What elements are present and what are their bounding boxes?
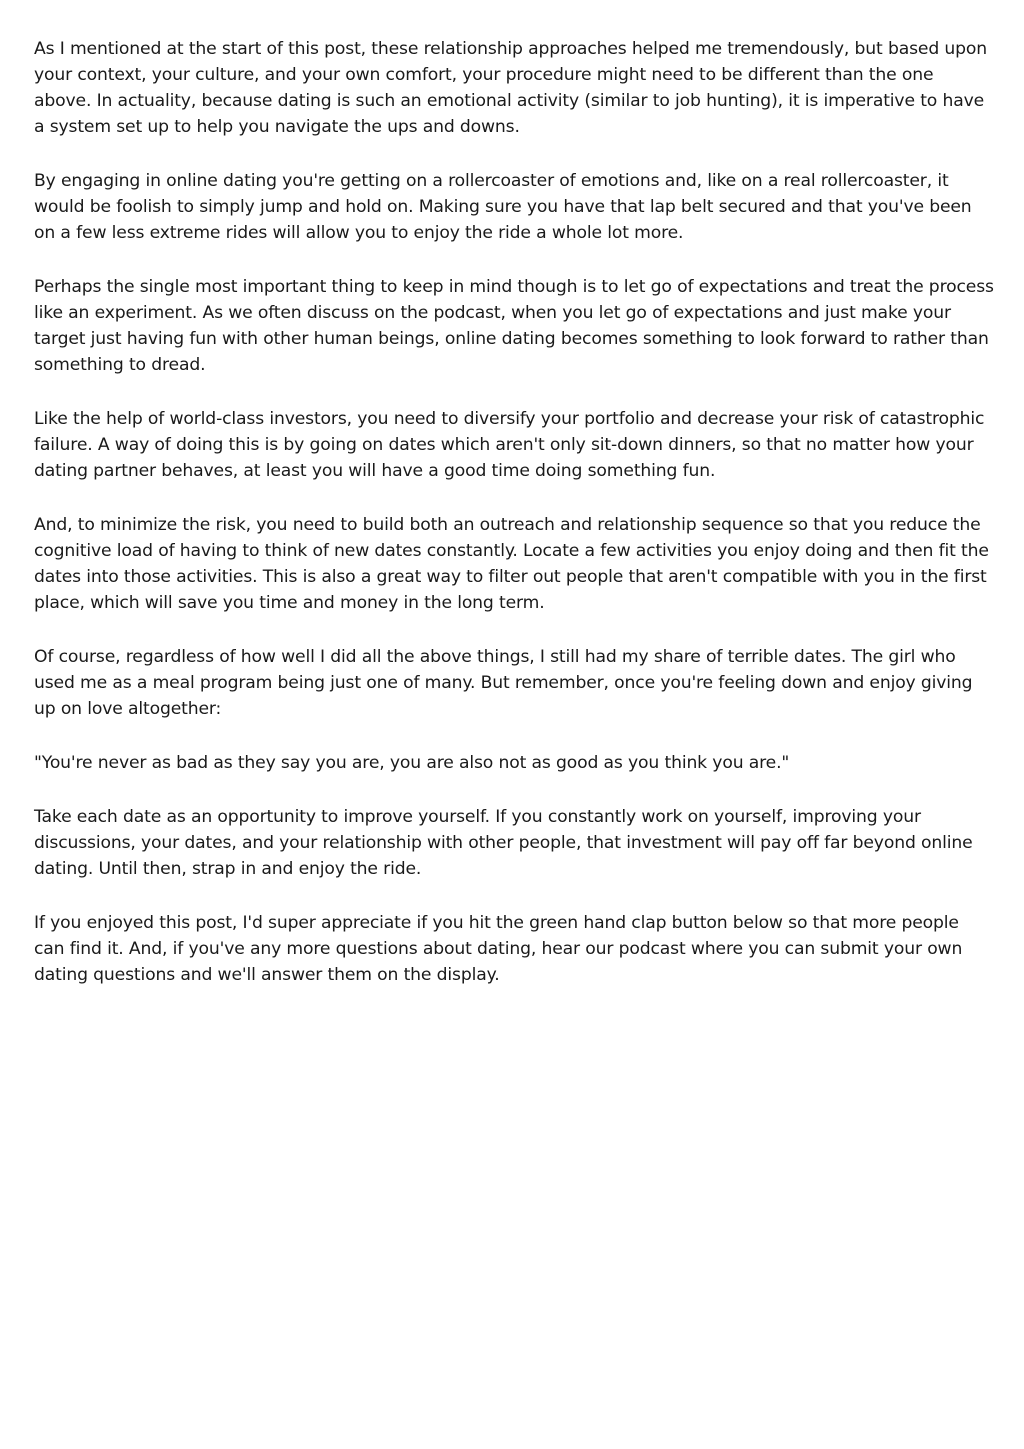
paragraph-5: And, to minimize the risk, you need to build both an outreach and relationship sequence so that you reduce the cognitive load of having to think of new dates constantly. Locate a few activities you enjoy doing and then fit the dates into those activities. This is also a great way to filter out people that aren't compatible with you in the first place, which will save you time and money in the long term. bbox=[34, 515, 989, 613]
paragraph-4: Like the help of world-class investors, you need to diversify your portfolio and decrease your risk of catastrophic failure. A way of doing this is by going on dates which aren't only sit-down dinners, so that no matter how your dating partner behaves, at least you will have a good time doing something fun. bbox=[34, 409, 985, 481]
paragraph-1: As I mentioned at the start of this post, these relationship approaches helped me tremendously, but based upon your context, your culture, and your own comfort, your procedure might need to be different than the one above. In actuality, because dating is such an emotional activity (similar to job hunting), it is imperative to have a system set up to help you navigate the ups and downs. bbox=[34, 39, 988, 137]
paragraph-9: If you enjoyed this post, I'd super appreciate if you hit the green hand clap button below so that more people can find it. And, if you've any more questions about dating, hear our podcast where you can submit your own dating questions and we'll answer them on the display. bbox=[34, 913, 963, 985]
paragraph-3: Perhaps the single most important thing to keep in mind though is to let go of expectations and treat the process like an experiment. As we often discuss on the podcast, when you let go of expectations and just make your target just having fun with other human beings, online dating becomes something to look forward to rather than something to dread. bbox=[34, 277, 994, 375]
paragraph-6: Of course, regardless of how well I did all the above things, I still had my share of terrible dates. The girl who used me as a meal program being just one of many. But remember, once you're feeling down and enjoy giving up on love altogether: bbox=[34, 647, 973, 719]
paragraph-2: By engaging in online dating you're getting on a rollercoaster of emotions and, like on a real rollercoaster, it would be foolish to simply jump and hold on. Making sure you have that lap belt secured and that you've been on a few less extreme rides will allow you to enjoy the ride a whole lot more. bbox=[34, 171, 972, 243]
quote-paragraph: "You're never as bad as they say you are, you are also not as good as you think you are." bbox=[34, 753, 790, 773]
paragraph-8: Take each date as an opportunity to improve yourself. If you constantly work on yourself, improving your discussions, your dates, and your relationship with other people, that investment will pay off far beyond online dating. Until then, strap in and enjoy the ride. bbox=[34, 807, 973, 879]
article-body bbox=[34, 36, 994, 1016]
